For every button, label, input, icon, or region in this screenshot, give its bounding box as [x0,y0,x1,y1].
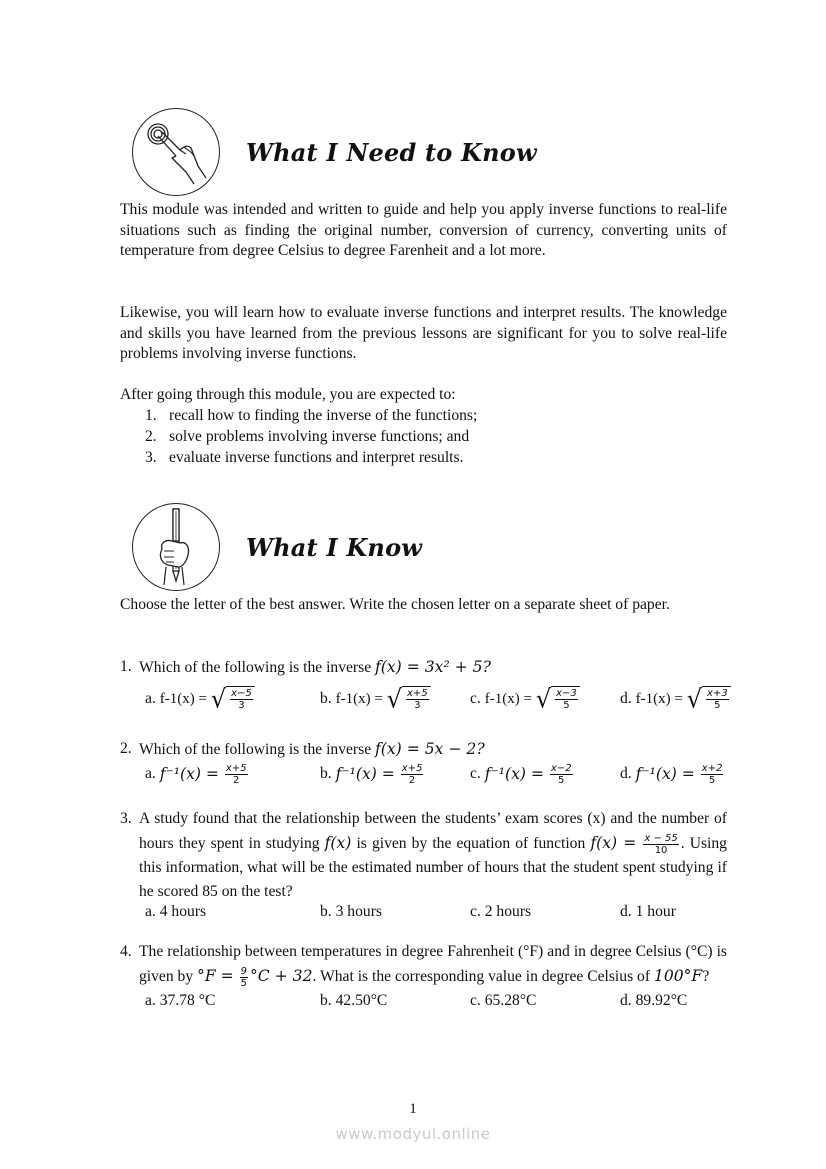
intro-paragraph-2 [120,303,727,365]
choice-lhs: f-1(x) = [335,691,383,707]
choice-letter: c. [470,992,481,1009]
choice-letter: c. [470,690,481,707]
choices [120,989,727,1015]
square-root: √ $\frac{x+3}{5}$ [687,686,731,712]
choices [120,686,727,718]
math-expression: f(x) = [590,834,637,852]
fraction-numerator: 9 [240,965,247,977]
list-number: 3. [145,449,157,466]
math-expression: f(x) = 3x² + 5? [375,658,491,676]
question-number: 3. [120,810,132,827]
choice-c[interactable] [470,686,580,712]
objectives-list [145,405,477,468]
choice-letter: c. [470,765,481,782]
choice-a[interactable] [145,900,206,924]
choice-letter: a. [145,992,156,1009]
question-stem [120,655,727,680]
choices [120,900,727,926]
choice-lhs: f⁻¹(x) = [635,765,695,783]
question-2 [120,737,727,792]
choice-d[interactable] [620,762,725,786]
list-item [145,426,477,447]
choice-letter: b. [320,690,332,707]
math-expression: 100°F [653,967,703,985]
question-3 [120,807,727,926]
question-stem [120,737,727,762]
question-text-part: Which of the following is the inverse [139,741,376,758]
fraction-denominator: 2 [233,774,240,786]
paragraph-text: Likewise, you will learn how to evaluate inverse functions and interpret results. The knowledge and skills you have learned from the previous lessons are significant for you to solve real-life problems involving inverse functions. [120,304,727,363]
choice-a[interactable] [145,686,255,712]
section-header-what-i-know [132,503,422,591]
choice-b[interactable] [320,989,387,1013]
paragraph-text: This module was intended and written to guide and help you apply inverse functions to real-life situations such as finding the original number, conversion of currency, converting units of temperature from degree Celsius to degree Farenheit and a lot more. [120,201,727,260]
question-text-part: . Using this information, what will be the estimated number of hours that the student spent studying if he scored 85 on the test? [139,835,727,900]
watermark: www.modyul.online [335,1125,491,1143]
choice-text: 1 hour [635,903,676,920]
fraction-denominator: 5 [240,977,247,989]
choice-a[interactable] [145,762,250,786]
question-1 [120,655,727,718]
choice-text: 65.28°C [484,992,537,1009]
choice-d[interactable] [620,900,676,924]
fraction-numerator: x−3 [556,687,577,699]
list-number: 2. [145,428,157,445]
fraction-denominator: 10 [654,844,668,856]
choices [120,762,727,792]
question-text-part: The relationship between temperatures in degree Fahrenheit (°F) and in degree Celsius (°C) is given by [139,943,727,985]
intro-paragraph-1 [120,200,727,262]
fraction-denominator: 5 [563,699,570,711]
paragraph-text: Choose the letter of the best answer. Write the chosen letter on a separate sheet of paper. [120,596,670,613]
choice-lhs: f-1(x) = [635,691,683,707]
choice-d[interactable] [620,686,731,712]
hand-holding-pencil-icon [132,503,220,591]
choice-b[interactable] [320,900,382,924]
fraction-denominator: 3 [238,699,245,711]
question-text-part: . What is the corresponding value in degree Celsius of [312,968,654,985]
fraction-numerator: x+2 [701,762,723,774]
touch-hand-icon [132,108,220,196]
choice-lhs: f⁻¹(x) = [484,765,544,783]
choice-c[interactable] [470,762,575,786]
section-title: What I Know [246,532,423,562]
choice-letter: a. [145,690,156,707]
question-text [139,737,727,762]
fraction-numerator: x+5 [407,687,428,699]
instructions [120,595,727,616]
math-expression: f(x) [324,834,352,852]
choice-letter: b. [320,903,332,920]
choice-letter: c. [470,903,481,920]
fraction-denominator: 2 [408,774,416,786]
choice-lhs: f⁻¹(x) = [159,765,219,783]
math-expression: f(x) = 5x − 2? [375,740,485,758]
list-item [145,405,477,426]
fraction-numerator: x−2 [550,762,572,774]
list-text: evaluate inverse functions and interpret results. [169,449,464,466]
objectives-intro [120,385,727,406]
choice-letter: d. [620,690,632,707]
choice-letter: d. [620,992,632,1009]
choice-c[interactable] [470,900,531,924]
choice-text: 89.92°C [635,992,688,1009]
choice-text: 2 hours [484,903,532,920]
question-text [139,655,727,680]
question-text-part: is given by the equation of function [351,835,591,852]
choice-text: 42.50°C [335,992,388,1009]
choice-a[interactable] [145,989,215,1013]
choice-letter: a. [145,903,156,920]
choice-b[interactable] [320,762,425,786]
fraction-numerator: x−5 [231,687,252,699]
question-stem [120,940,727,989]
choice-b[interactable] [320,686,431,712]
question-text-part: Which of the following is the inverse [139,659,376,676]
choice-letter: b. [320,992,332,1009]
choice-letter: d. [620,903,632,920]
choice-letter: a. [145,765,156,782]
choice-c[interactable] [470,989,536,1013]
question-4 [120,940,727,1015]
choice-d[interactable] [620,989,687,1013]
list-text: solve problems involving inverse functions; and [169,428,470,445]
question-number: 4. [120,943,132,960]
choice-lhs: f-1(x) = [484,691,532,707]
section-header-what-i-need-to-know [132,108,537,196]
section-title: What I Need to Know [246,137,537,167]
fraction-numerator: x+5 [225,762,247,774]
fraction-denominator: 5 [708,774,716,786]
question-text-part: A study found that the relationship between the students’ exam scores (x) and the number of hours they spent in studying [139,810,727,852]
square-root: √ $\frac{x-5}{3}$ [211,686,255,712]
choice-text: 37.78 °C [159,992,216,1009]
fraction-numerator: x+5 [401,762,423,774]
question-number: 2. [120,740,132,757]
choice-letter: b. [320,765,332,782]
fraction-denominator: 5 [558,774,565,786]
fraction-denominator: 3 [414,699,421,711]
question-number: 1. [120,658,132,675]
square-root: √ $\frac{x-3}{5}$ [536,686,580,712]
choice-lhs: f-1(x) = [159,691,207,707]
choice-lhs: f⁻¹(x) = [335,765,395,783]
fraction-denominator: 5 [714,699,721,711]
question-text-part: ? [702,968,710,985]
choice-letter: d. [620,765,632,782]
paragraph-text: After going through this module, you are expected to: [120,386,456,403]
choice-text: 3 hours [335,903,382,920]
math-expression: °C + 32 [249,967,313,985]
list-text: recall how to finding the inverse of the functions; [169,407,478,424]
choice-text: 4 hours [159,903,207,920]
list-number: 1. [145,407,157,424]
list-item [145,447,477,468]
question-text [139,807,727,904]
page-number: 1 [409,1101,417,1117]
question-stem [120,807,727,904]
math-expression: °F = [197,967,234,985]
question-text [139,940,727,989]
fraction-numerator: x+3 [707,687,728,699]
square-root: √ $\frac{x+5}{3}$ [387,686,431,712]
fraction-numerator: x − 55 [644,832,678,844]
